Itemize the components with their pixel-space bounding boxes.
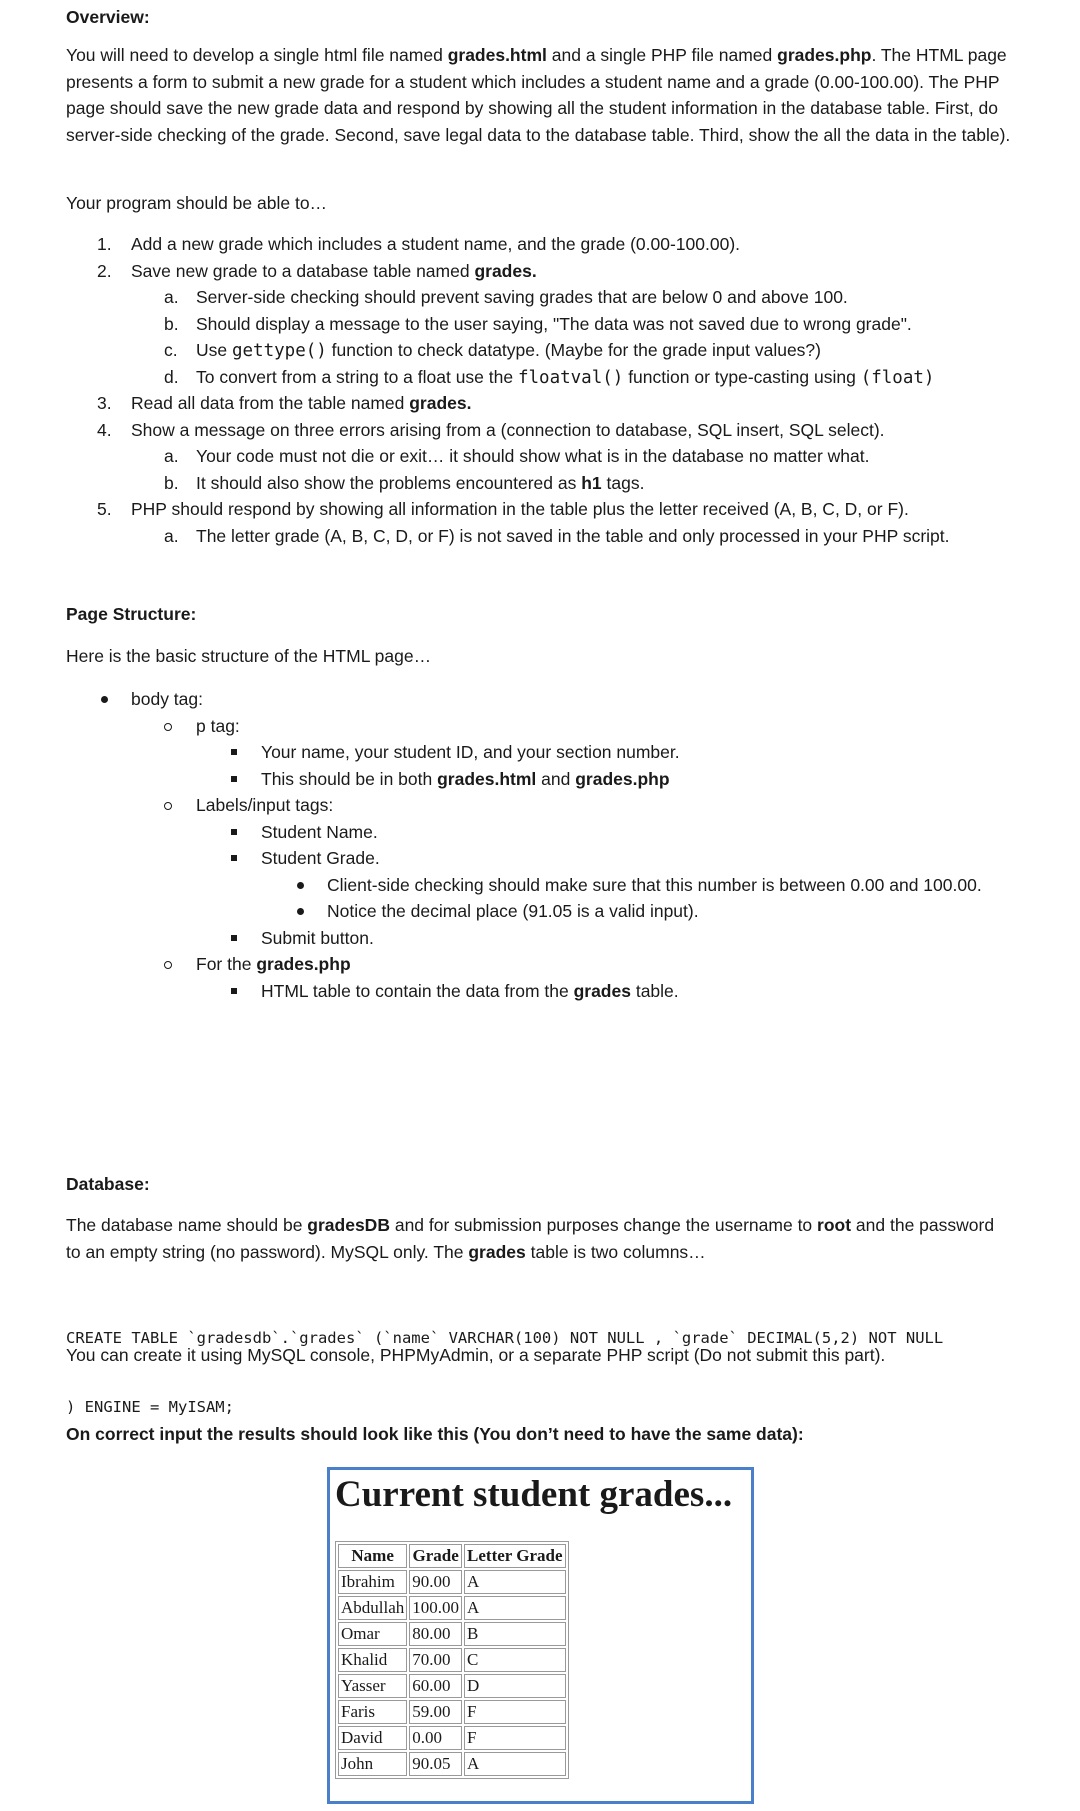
database-note: You can create it using MySQL console, PHPMyAdmin, or a separate PHP script (Do not submit this part). xyxy=(66,1345,886,1365)
sql-code-line: ) ENGINE = MyISAM; xyxy=(66,1398,234,1416)
result-title: Current student grades... xyxy=(335,1474,733,1515)
structure-intro: Here is the basic structure of the HTML page… xyxy=(66,646,432,666)
circle-bullet-icon xyxy=(164,802,172,810)
square-bullet-icon xyxy=(231,749,237,755)
able-to-text: Your program should be able to… xyxy=(66,193,328,213)
bullet-icon xyxy=(101,696,108,703)
square-bullet-icon xyxy=(231,935,237,941)
column-header: Letter Grade xyxy=(464,1544,566,1568)
database-heading: Database: xyxy=(66,1174,150,1194)
overview-heading: Overview: xyxy=(66,7,150,27)
table-row: Omar 80.00 B xyxy=(338,1622,566,1646)
circle-bullet-icon xyxy=(164,961,172,969)
intro-text: and a single PHP file named xyxy=(546,45,778,65)
overview-intro xyxy=(66,42,1011,148)
result-screenshot xyxy=(327,1467,754,1804)
database-paragraph: The database name should be gradesDB and for submission purposes change the username to root and the password to an empty string (no password). MySQL only. The grades table is two columns… xyxy=(66,1215,995,1262)
table-row: Abdullah 100.00 A xyxy=(338,1596,566,1620)
document-page: Overview: You will need to develop a single html file named grades.html and a single PHP file named grades.php. The HTML page presents a form to submit a new grade for a student which includes a student name and a grade (0.00-100.00). The PHP page should save the new grade data and respond by showing all the student information in the database table. First, do server-side checking of the grade. Second, save legal data to the database table. Third, show the all the data in the table). Your program should be able to… 1. Add a new grade which includes a student name, and the grade (0.00-100.00). 2. Save new grade to a database table named grades. a. Server-side checking should prevent saving grades that are below 0 and above 100. b. Should display a message to the user saying, "The data was not saved due to wrong grade". c. Use gettype() function to check datatype. (Maybe for the grade input values?) d. To convert from a string to a float use the floatval() function or type-casting using (float) 3. Read all data from the table named grades. 4. Show a message on three errors arising from a (connection to database, SQL insert, SQL select). a. Your code must not die or exit… it should show what is in the database no matter what. b. It should also show the problems encountered as h1 tags. 5. PHP should respond by showing all information in the table plus the letter received (A, B, C, D, or F). a. The letter grade (A, B, C, D, or F) is not saved in the table and only processed in your PHP script. Page Structure: Here is the basic structure of the HTML page… body tag: p tag: Your name, your student ID, and your section number. This should be in both grades.html and grades.php Labels/input tags: Student Name. Student Grade. Client-side checking should make sure that this number is between 0.00 and 100.00. Notice the decimal place (91.05 is a valid input). Submit button. For the grades.php HTML table to contain the data from the grades table. Database: The database name should be gradesDB and for submission purposes change the username to root and the password to an empty string (no password). MySQL only. The grades table is two columns… CREATE TABLE `gradesdb`.`grades` (`name` VARCHAR(100) NOT NULL , `grade` DECIMAL(5,2) NOT NULL ) ENGINE = MyISAM; You can create it using MySQL console, PHPMyAdmin, or a separate PHP script (Do not submit this part). On correct input the results should look like this (You don’t need to have the same data): Current student grades... Name Grade Letter Grade Ibrahim 90.00 A Abdullah 100.00 A Omar 80.00 B Khalid 70.00 C Yasser 60.00 D Faris 59.00 F David 0.00 F John 90.05 A xyxy=(0,0,1080,1811)
intro-text: . The HTML page presents a form to submit a new grade for a student which includes a student name and a grade (0.00-100.00). The PHP page should save the new grade data and respond by showing all the student information in the database table. First, do server-side checking of the grade. Second, save legal data to the database table. Third, show the all the data in the table). xyxy=(66,45,1011,145)
table-row: Khalid 70.00 C xyxy=(338,1648,566,1672)
intro-file-html: grades.html xyxy=(447,45,547,65)
square-bullet-icon xyxy=(231,855,237,861)
intro-text: You will need to develop a single html file named xyxy=(66,45,448,65)
bullet-icon xyxy=(297,908,304,915)
table-row: Faris 59.00 F xyxy=(338,1700,566,1724)
structure-heading: Page Structure: xyxy=(66,604,197,624)
bullet-icon xyxy=(297,882,304,889)
circle-bullet-icon xyxy=(164,723,172,731)
table-row: David 0.00 F xyxy=(338,1726,566,1750)
square-bullet-icon xyxy=(231,829,237,835)
intro-file-php: grades.php xyxy=(777,45,872,65)
column-header: Grade xyxy=(409,1544,462,1568)
table-row: Yasser 60.00 D xyxy=(338,1674,566,1698)
square-bullet-icon xyxy=(231,988,237,994)
result-heading: On correct input the results should look like this (You don’t need to have the same data): xyxy=(66,1424,804,1444)
square-bullet-icon xyxy=(231,776,237,782)
table-row: John 90.05 A xyxy=(338,1752,566,1776)
sql-code-line: CREATE TABLE `gradesdb`.`grades` (`name` VARCHAR(100) NOT NULL , `grade` DECIMAL(5,2) NOT NULL xyxy=(66,1329,944,1347)
grades-table xyxy=(335,1541,569,1779)
table-header-row xyxy=(338,1544,566,1568)
column-header: Name xyxy=(338,1544,407,1568)
table-row: Ibrahim 90.00 A xyxy=(338,1570,566,1594)
